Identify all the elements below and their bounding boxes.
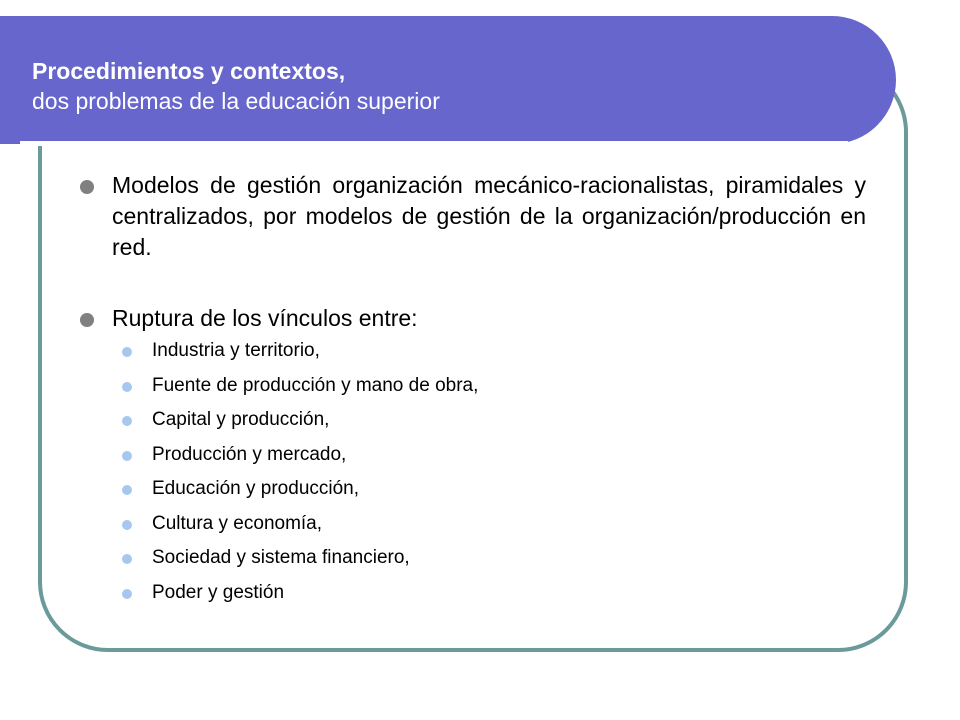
sub-bullet-item <box>76 407 866 442</box>
title-band <box>0 16 896 144</box>
sub-bullet-text: Industria y territorio, <box>152 340 320 361</box>
sub-bullet-item <box>76 373 866 408</box>
sub-bullet-list <box>76 338 866 614</box>
bullet-text: Modelos de gestión organización mecánico-racionalistas, piramidales y centralizados, por modelos de gestión de la organización/producción en red. <box>112 172 866 260</box>
bullet-text: Ruptura de los vínculos entre: <box>112 305 418 331</box>
sub-bullet-text: Educación y producción, <box>152 478 360 499</box>
slide-title <box>32 56 440 116</box>
sub-bullet-text: Sociedad y sistema financiero, <box>152 547 410 568</box>
sub-bullet-text: Producción y mercado, <box>152 443 347 465</box>
sub-bullet-dot-icon <box>122 554 132 564</box>
sub-bullet-text: Cultura y economía, <box>152 512 323 534</box>
slide-title-line2: dos problemas de la educación superior <box>32 88 440 114</box>
sub-bullet-dot-icon <box>122 451 132 461</box>
slide-title-line1: Procedimientos y contextos, <box>32 58 346 84</box>
sub-bullet-item <box>76 580 866 615</box>
sub-bullet-dot-icon <box>122 416 132 426</box>
sub-bullet-item <box>76 476 866 511</box>
bullet-item <box>76 303 866 334</box>
sub-bullet-item <box>76 442 866 477</box>
sub-bullet-item <box>76 511 866 546</box>
sub-bullet-text: Fuente de producción y mano de obra, <box>152 374 479 396</box>
sub-bullet-item <box>76 545 866 580</box>
bullet-dot-icon <box>80 313 94 327</box>
bullet-list <box>76 170 866 614</box>
sub-bullet-text: Poder y gestión <box>152 581 285 603</box>
sub-bullet-dot-icon <box>122 589 132 599</box>
title-underline <box>20 141 848 146</box>
sub-bullet-text: Capital y producción, <box>152 409 330 430</box>
sub-bullet-dot-icon <box>122 520 132 530</box>
bullet-dot-icon <box>80 180 94 194</box>
sub-bullet-dot-icon <box>122 485 132 495</box>
sub-bullet-dot-icon <box>122 347 132 357</box>
sub-bullet-dot-icon <box>122 382 132 392</box>
bullet-item <box>76 170 866 263</box>
sub-bullet-item <box>76 338 866 373</box>
